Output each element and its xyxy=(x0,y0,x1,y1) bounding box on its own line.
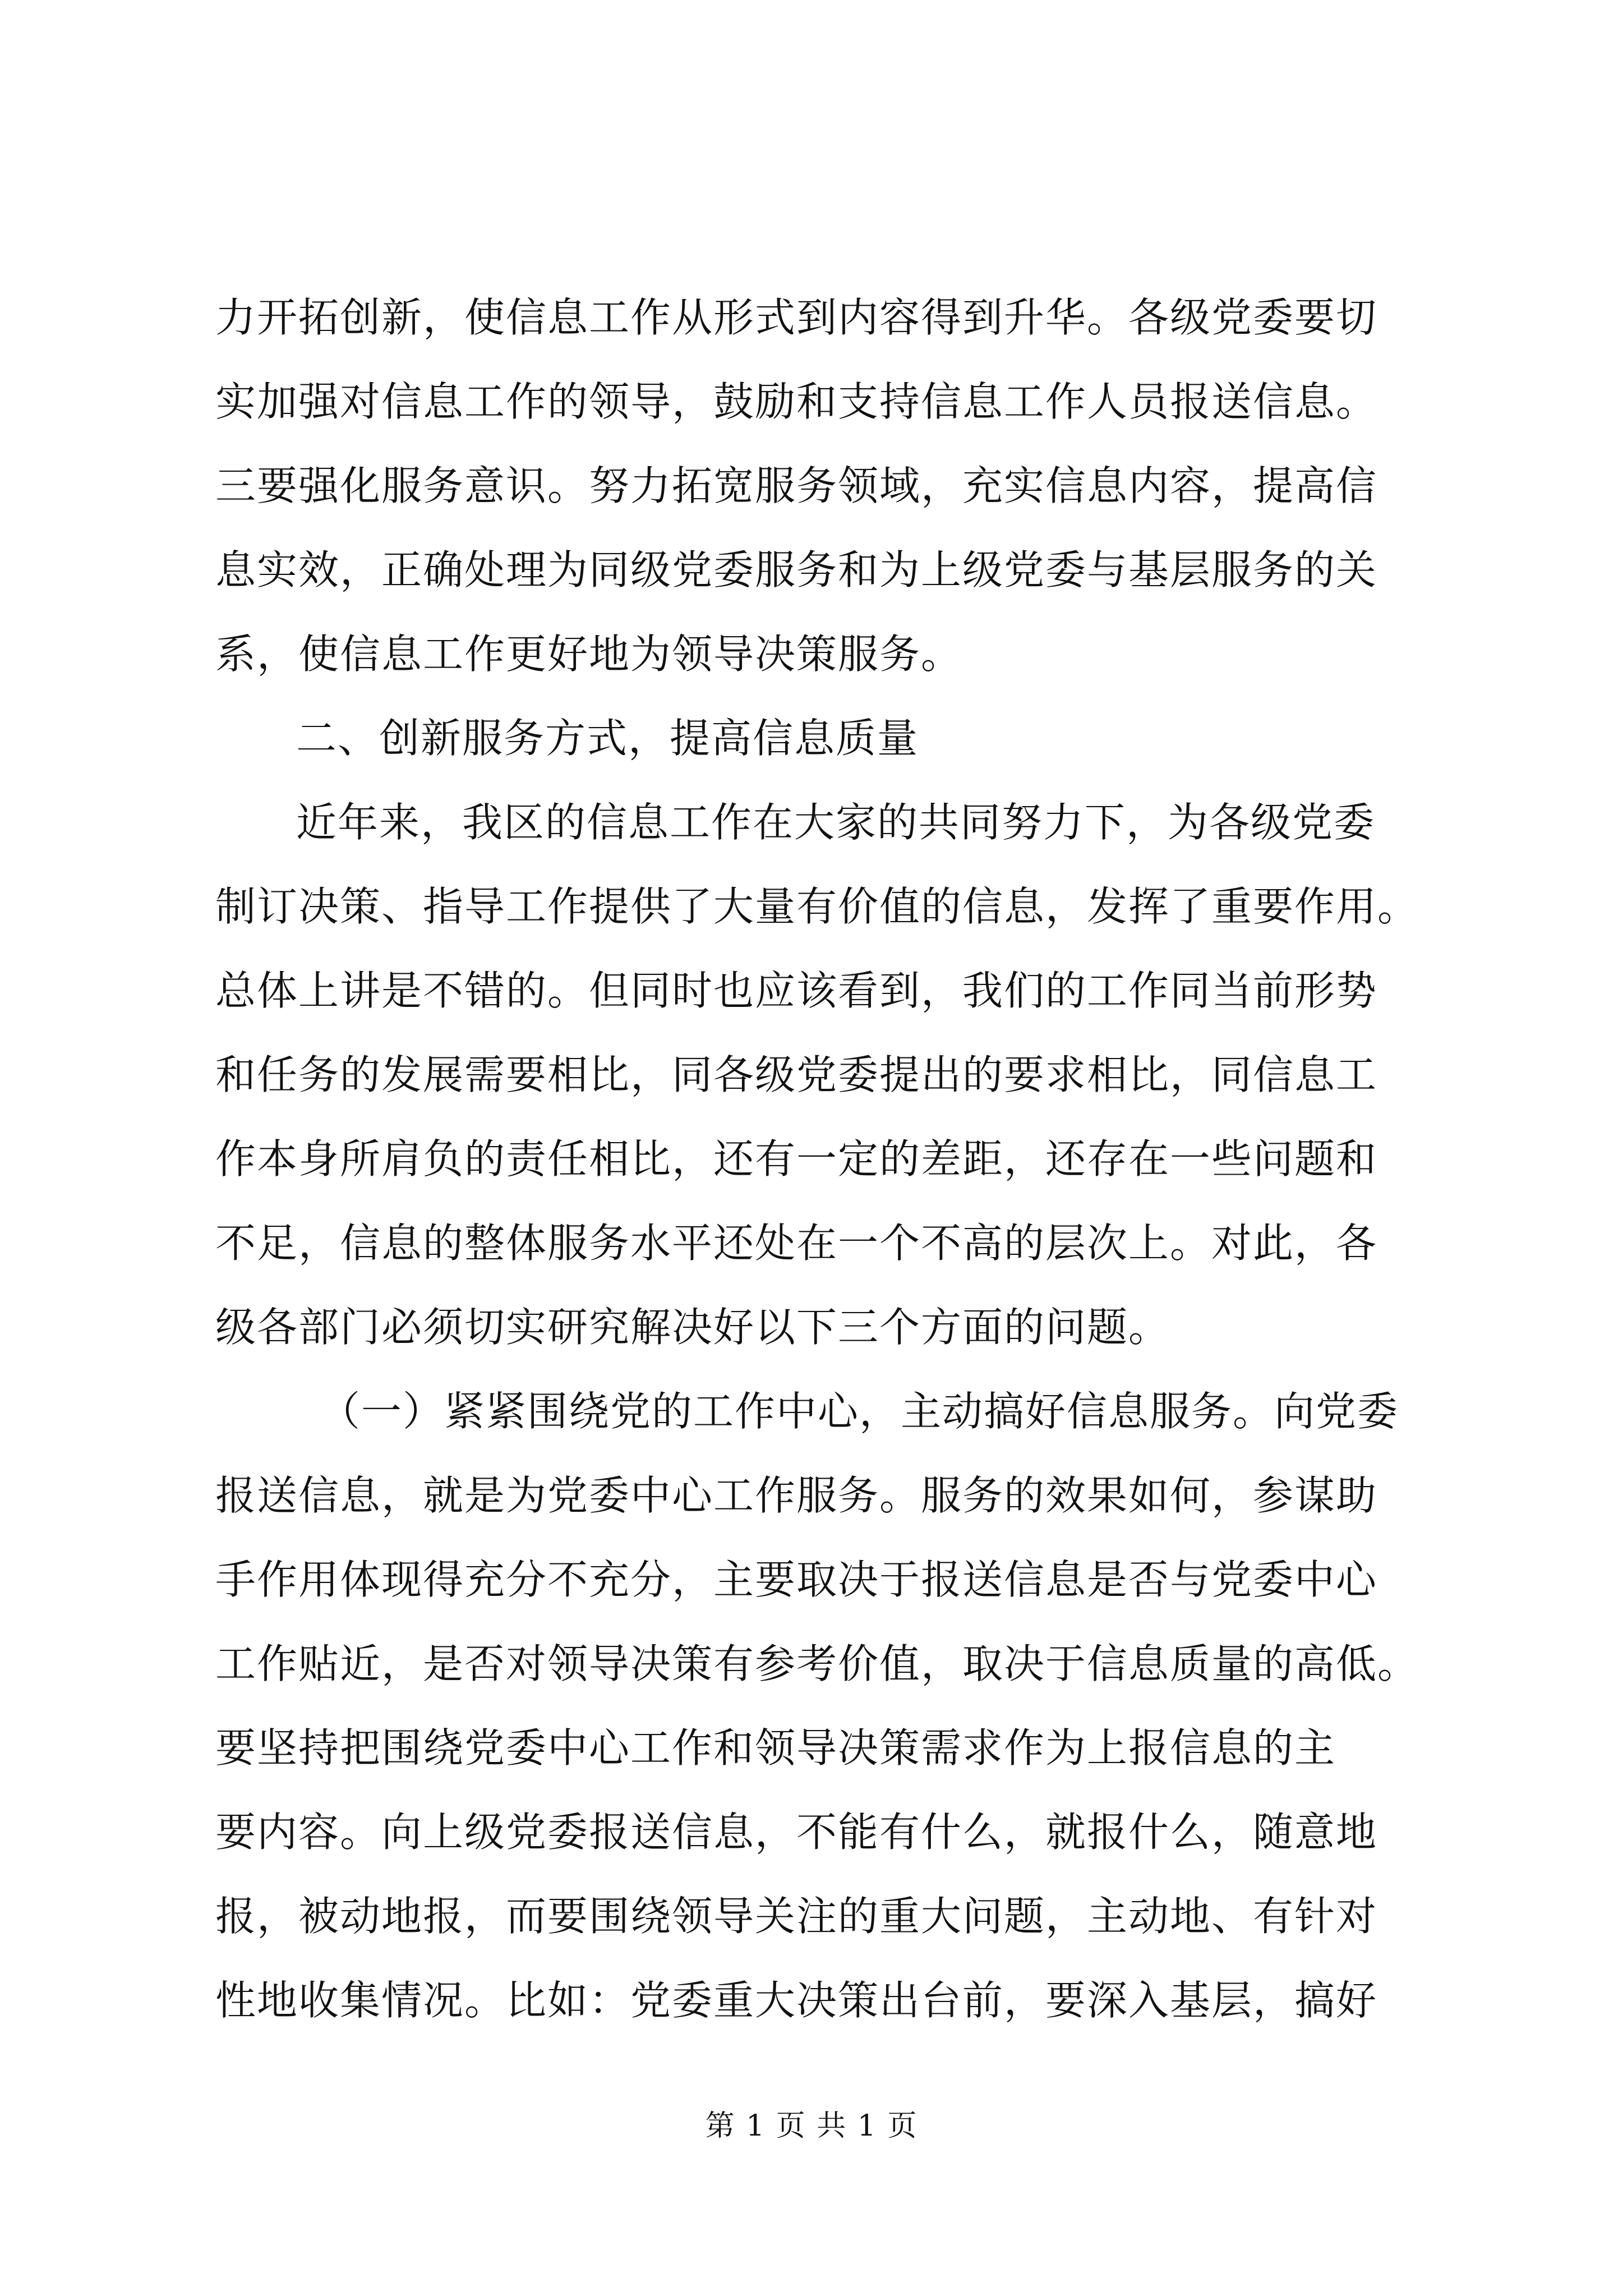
text-line: 手作用体现得充分不充分，主要取决于报送信息是否与党委中心 xyxy=(215,1556,1378,1603)
text-line: 制订决策、指导工作提供了大量有价值的信息，发挥了重要作用。 xyxy=(215,883,1419,930)
text-line: 要坚持把围绕党委中心工作和领导决策需求作为上报信息的主 xyxy=(215,1724,1336,1772)
text-line: 总体上讲是不错的。但同时也应该看到，我们的工作同当前形势 xyxy=(215,967,1378,1014)
text-line: 和任务的发展需要相比，同各级党委提出的要求相比，同信息工 xyxy=(215,1051,1378,1098)
text-line: 息实效，正确处理为同级党委服务和为上级党委与基层服务的关 xyxy=(215,546,1378,593)
text-line: 不足，信息的整体服务水平还处在一个不高的层次上。对此，各 xyxy=(215,1220,1378,1267)
text-line: 报送信息，就是为党委中心工作服务。服务的效果如何，参谋助 xyxy=(215,1472,1378,1519)
text-line: 近年来，我区的信息工作在大家的共同努力下，为各级党委 xyxy=(296,799,1376,846)
text-line: 级各部门必须切实研究解决好以下三个方面的问题。 xyxy=(215,1304,1170,1351)
text-line: 工作贴近，是否对领导决策有参考价值，取决于信息质量的高低。 xyxy=(215,1640,1419,1687)
text-line: 三要强化服务意识。努力拓宽服务领域，充实信息内容，提高信 xyxy=(215,462,1378,509)
page-number-footer: 第 1 页 共 1 页 xyxy=(705,2109,918,2143)
text-line: 力开拓创新，使信息工作从形式到内容得到升华。各级党委要切 xyxy=(215,294,1378,341)
text-line: 报，被动地报，而要围绕领导关注的重大问题，主动地、有针对 xyxy=(215,1893,1378,1940)
text-line: 作本身所肩负的责任相比，还有一定的差距，还存在一些问题和 xyxy=(215,1135,1378,1182)
text-line: （一）紧紧围绕党的工作中心，主动搞好信息服务。向党委 xyxy=(320,1388,1399,1435)
text-line: 实加强对信息工作的领导，鼓励和支持信息工作人员报送信息。 xyxy=(215,378,1378,425)
text-line: 系，使信息工作更好地为领导决策服务。 xyxy=(215,631,963,678)
text-line: 要内容。向上级党委报送信息，不能有什么，就报什么，随意地 xyxy=(215,1809,1378,1856)
section-heading: 二、创新服务方式，提高信息质量 xyxy=(296,715,919,762)
text-line: 性地收集情况。比如：党委重大决策出台前，要深入基层，搞好 xyxy=(215,1977,1378,2024)
